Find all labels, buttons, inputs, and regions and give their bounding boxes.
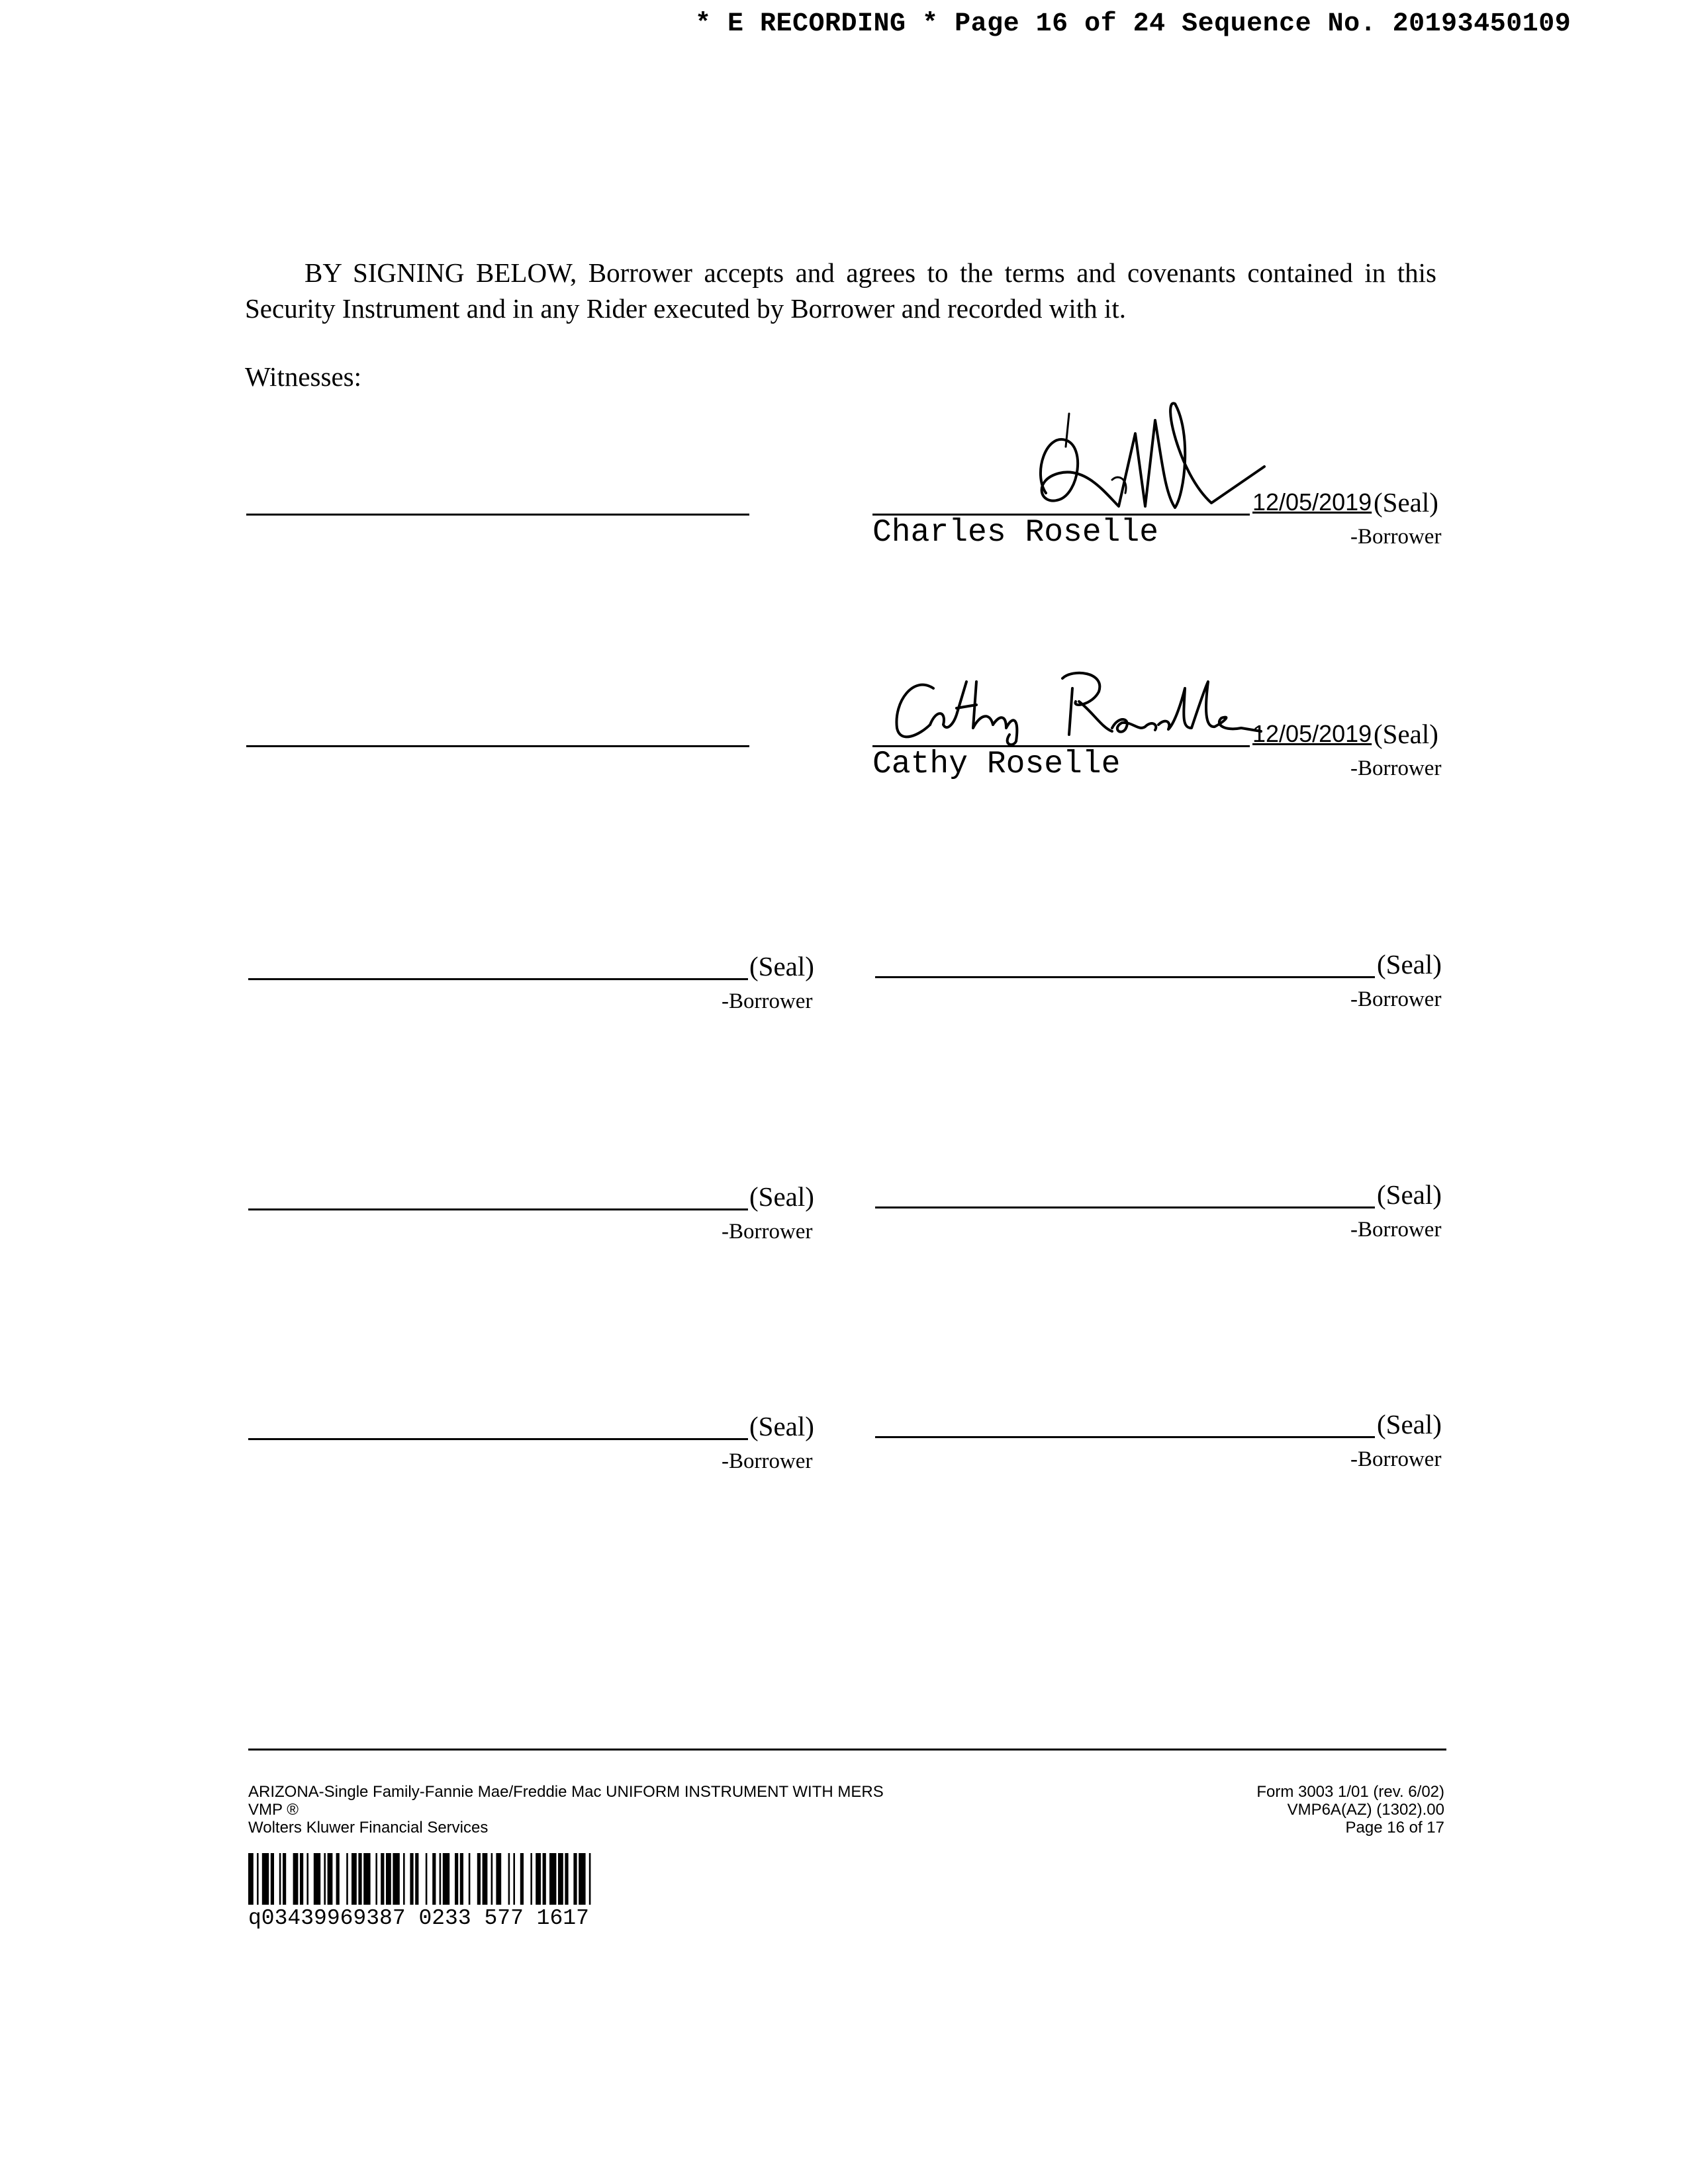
seal-label: (Seal) — [1374, 487, 1438, 518]
signature-cathy-roselle — [880, 662, 1264, 748]
seal-label: (Seal) — [1374, 719, 1438, 749]
blank-signature-line — [248, 1438, 748, 1440]
signature-date-cathy: 12/05/2019 — [1252, 720, 1372, 747]
signature-charles-roselle — [1019, 394, 1271, 526]
signature-date-charles: 12/05/2019 — [1252, 488, 1372, 516]
form-code: VMP6A(AZ) (1302).00 — [1287, 1801, 1444, 1819]
vmp-mark: VMP ® — [248, 1801, 299, 1819]
blank-signature-line — [875, 1206, 1375, 1208]
blank-signature-line — [248, 1208, 748, 1210]
signer-name-cathy: Cathy Roselle — [872, 747, 1121, 782]
borrower-label: -Borrower — [722, 1220, 813, 1244]
borrower-label: -Borrower — [1350, 756, 1442, 780]
borrower-label: -Borrower — [1350, 1218, 1442, 1242]
borrower-label: -Borrower — [1350, 987, 1442, 1011]
seal-label: (Seal) — [749, 951, 814, 981]
seal-label: (Seal) — [1377, 949, 1442, 979]
publisher: Wolters Kluwer Financial Services — [248, 1819, 489, 1837]
form-number: Form 3003 1/01 (rev. 6/02) — [1256, 1783, 1444, 1801]
blank-signature-line — [875, 1436, 1375, 1438]
blank-signature-line — [875, 976, 1375, 978]
seal-label: (Seal) — [1377, 1179, 1442, 1210]
seal-label: (Seal) — [749, 1181, 814, 1212]
borrower-label: -Borrower — [722, 1449, 813, 1473]
page-number: Page 16 of 17 — [1345, 1819, 1444, 1837]
witness-line-1 — [246, 514, 749, 516]
footer-rule — [248, 1749, 1446, 1751]
borrower-label: -Borrower — [722, 989, 813, 1013]
borrower-label: -Borrower — [1350, 1447, 1442, 1471]
witnesses-label: Witnesses: — [245, 361, 361, 392]
footer-form-info — [248, 1783, 884, 1837]
recording-header: * E RECORDING * Page 16 of 24 Sequence No. 20193450109 — [695, 9, 1571, 39]
signing-statement: BY SIGNING BELOW, Borrower accepts and agrees to the terms and covenants contained in this Security Instrument and in any Rider executed by Borrower and recorded with it. — [245, 257, 1436, 324]
document-barcode — [248, 1853, 718, 1905]
form-title: ARIZONA-Single Family-Fannie Mae/Freddie Mac UNIFORM INSTRUMENT WITH MERS — [248, 1783, 884, 1801]
borrower-label: -Borrower — [1350, 525, 1442, 549]
seal-label: (Seal) — [1377, 1409, 1442, 1439]
barcode-text: q03439969387 0233 577 1617 — [248, 1906, 589, 1931]
witness-line-2 — [246, 745, 749, 747]
signer-name-charles: Charles Roselle — [872, 515, 1159, 551]
blank-signature-line — [248, 978, 748, 980]
footer-form-codes — [1256, 1783, 1444, 1837]
seal-label: (Seal) — [749, 1411, 814, 1441]
